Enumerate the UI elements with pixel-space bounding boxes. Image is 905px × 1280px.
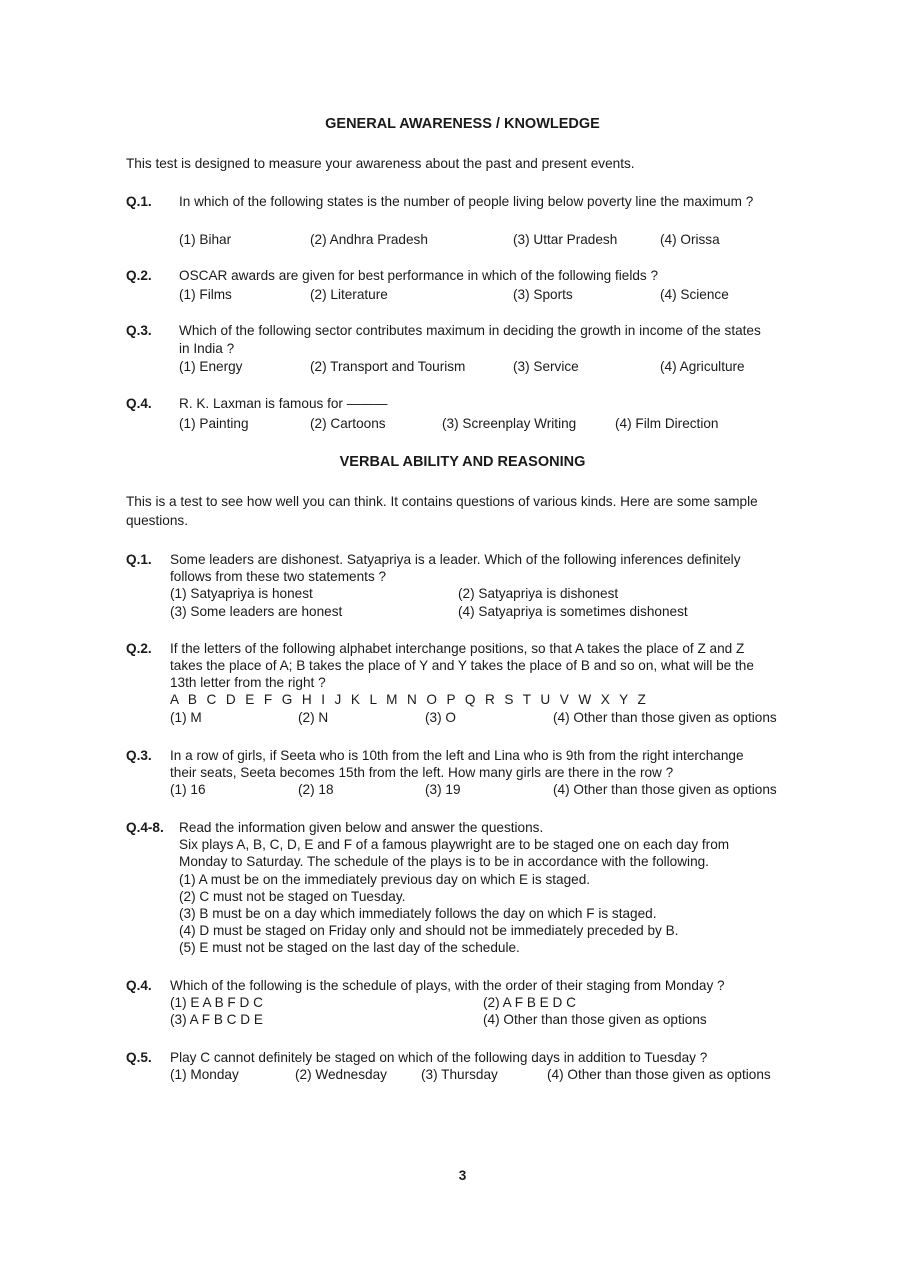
option: (4) Agriculture (660, 359, 745, 374)
question-text: takes the place of A; B takes the place of Y and Y takes the place of B and so on, what will be the (170, 658, 754, 673)
option: (1) Painting (179, 416, 249, 431)
question-number: Q.4. (126, 396, 152, 411)
option: (1) Films (179, 287, 232, 302)
option: (2) Transport and Tourism (310, 359, 466, 374)
question-text: Which of the following is the schedule of plays, with the order of their staging from Monday ? (170, 978, 725, 993)
option: (3) O (425, 710, 456, 725)
option: (4) Satyapriya is sometimes dishonest (458, 604, 688, 619)
section-title-verbal-ability: VERBAL ABILITY AND REASONING (339, 454, 586, 470)
question-text: 13th letter from the right ? (170, 675, 326, 690)
option: (3) 19 (425, 782, 461, 797)
option: (4) Other than those given as options (553, 782, 777, 797)
option: (3) Service (513, 359, 579, 374)
option: (1) Monday (170, 1067, 239, 1082)
condition-item: (5) E must not be staged on the last day of the schedule. (179, 940, 520, 955)
option: (1) Satyapriya is honest (170, 586, 313, 601)
section-title-general-awareness: GENERAL AWARENESS / KNOWLEDGE (325, 116, 600, 132)
question-number: Q.2. (126, 268, 152, 283)
option: (4) Film Direction (615, 416, 719, 431)
option: (2) 18 (298, 782, 334, 797)
question-number: Q.5. (126, 1050, 152, 1065)
option: (3) Screenplay Writing (442, 416, 577, 431)
option: (2) A F B E D C (483, 995, 576, 1010)
condition-item: (4) D must be staged on Friday only and should not be immediately preceded by B. (179, 923, 679, 938)
section-intro: This is a test to see how well you can think. It contains questions of various kinds. Here are some sample (126, 494, 758, 509)
option: (4) Orissa (660, 232, 720, 247)
page-number: 3 (458, 1168, 467, 1183)
question-number: Q.3. (126, 748, 152, 763)
question-text: OSCAR awards are given for best performance in which of the following fields ? (179, 268, 659, 283)
question-text: in India ? (179, 341, 235, 356)
section-intro: This test is designed to measure your awareness about the past and present events. (126, 156, 635, 171)
condition-item: (2) C must not be staged on Tuesday. (179, 889, 406, 904)
option: (3) Thursday (421, 1067, 498, 1082)
question-number: Q.4. (126, 978, 152, 993)
option: (4) Science (660, 287, 729, 302)
question-text: Monday to Saturday. The schedule of the plays is to be in accordance with the following. (179, 854, 709, 869)
question-text: Play C cannot definitely be staged on which of the following days in addition to Tuesday ? (170, 1050, 708, 1065)
option: (2) Satyapriya is dishonest (458, 586, 619, 601)
question-text: follows from these two statements ? (170, 569, 387, 584)
option: (4) Other than those given as options (483, 1012, 707, 1027)
option: (4) Other than those given as options (553, 710, 777, 725)
option: (2) Literature (310, 287, 388, 302)
question-number: Q.2. (126, 641, 152, 656)
question-text: If the letters of the following alphabet interchange positions, so that A takes the place of Z and Z (170, 641, 745, 656)
question-text: R. K. Laxman is famous for ——— (179, 396, 388, 411)
option: (1) Bihar (179, 232, 232, 247)
option: (3) Some leaders are honest (170, 604, 343, 619)
option: (4) Other than those given as options (547, 1067, 771, 1082)
question-text: Read the information given below and answer the questions. (179, 820, 544, 835)
condition-item: (3) B must be on a day which immediately follows the day on which F is staged. (179, 906, 657, 921)
question-text: their seats, Seeta becomes 15th from the left. How many girls are there in the row ? (170, 765, 674, 780)
section-intro: questions. (126, 513, 188, 528)
condition-item: (1) A must be on the immediately previous day on which E is staged. (179, 872, 591, 887)
option: (1) M (170, 710, 202, 725)
question-text: Which of the following sector contributes maximum in deciding the growth in income of the states (179, 323, 761, 338)
option: (1) Energy (179, 359, 243, 374)
option: (2) Wednesday (295, 1067, 387, 1082)
alphabet-row: A B C D E F G H I J K L M N O P Q R S T U V W X Y Z (170, 692, 646, 707)
question-number: Q.1. (126, 194, 152, 209)
option: (3) A F B C D E (170, 1012, 263, 1027)
option: (3) Sports (513, 287, 573, 302)
question-text: Six plays A, B, C, D, E and F of a famous playwright are to be staged one on each day from (179, 837, 730, 852)
option: (3) Uttar Pradesh (513, 232, 618, 247)
option: (2) Andhra Pradesh (310, 232, 428, 247)
question-number: Q.4-8. (126, 820, 164, 835)
question-number: Q.3. (126, 323, 152, 338)
option: (2) N (298, 710, 329, 725)
question-text: Some leaders are dishonest. Satyapriya is a leader. Which of the following inferences definitely (170, 552, 741, 567)
question-text: In which of the following states is the number of people living below poverty line the maximum ? (179, 194, 754, 209)
question-number: Q.1. (126, 552, 152, 567)
question-text: In a row of girls, if Seeta who is 10th from the left and Lina who is 9th from the right interchange (170, 748, 744, 763)
option: (1) E A B F D C (170, 995, 263, 1010)
option: (1) 16 (170, 782, 206, 797)
option: (2) Cartoons (310, 416, 386, 431)
